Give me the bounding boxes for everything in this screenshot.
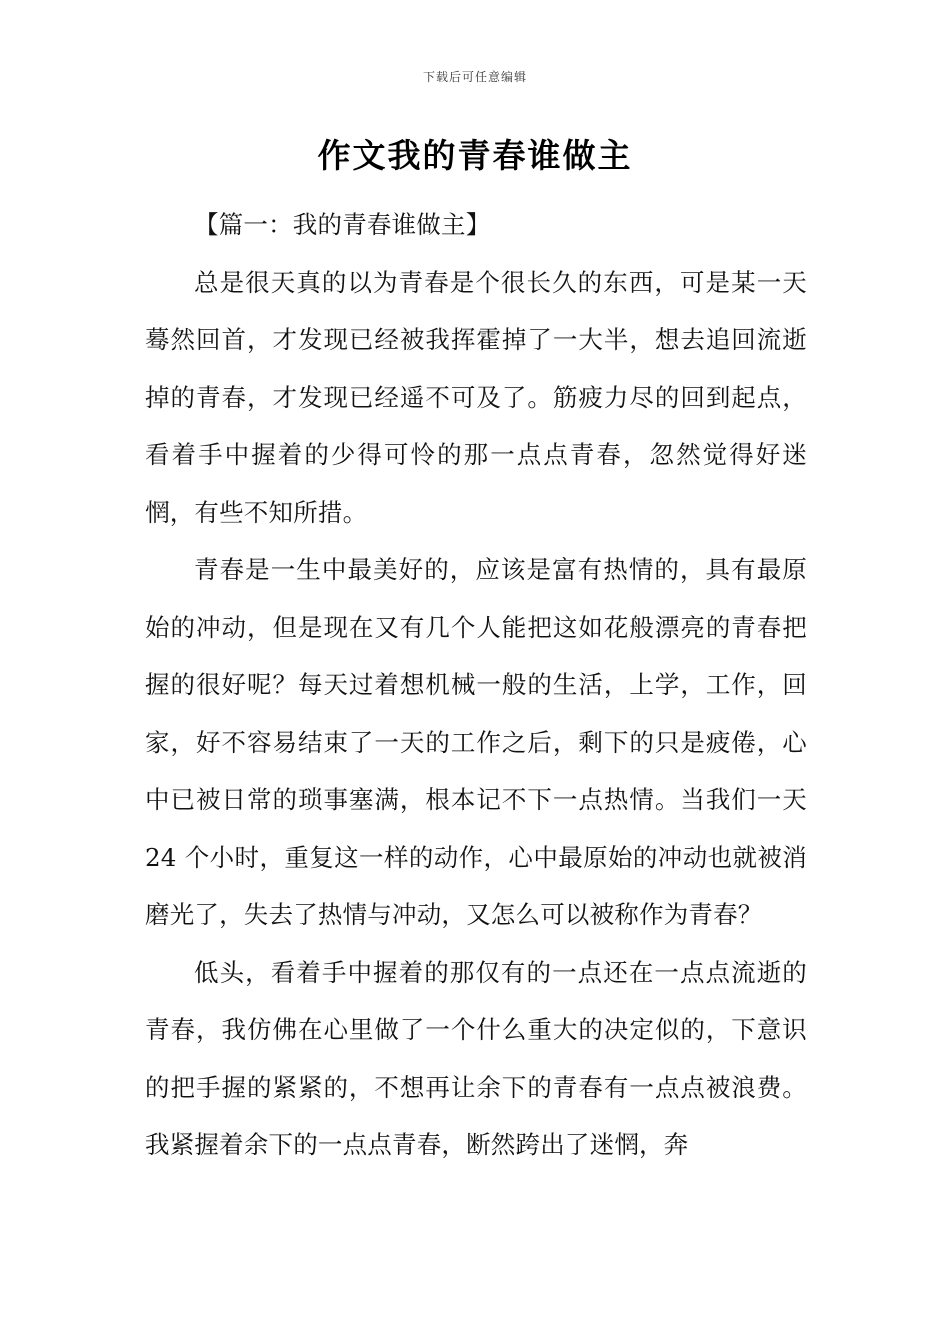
header-note: 下载后可任意编辑 xyxy=(422,70,527,84)
document-title: 作文我的青春谁做主 xyxy=(317,136,633,175)
paragraph-1: 总是很天真的以为青春是个很长久的东西，可是某一天蓦然回首，才发现已经被我挥霍掉了一大半，想去追回流逝掉的青春，才发现已经遥不可及了。筋疲力尽的回到起点，看着手中握着的少得可怜的那一点点青春，忽然觉得好迷惘，有些不知所措。 xyxy=(145,267,807,527)
paragraph-3: 低头，看着手中握着的那仅有的一点还在一点点流逝的青春，我仿佛在心里做了一个什么重大的决定似的，下意识的把手握的紧紧的，不想再让余下的青春有一点点被浪费。我紧握着余下的一点点青春，断然跨出了迷惘，奔 xyxy=(145,957,807,1159)
section-heading: 【篇一：我的青春谁做主】 xyxy=(194,210,491,239)
paragraph-2: 青春是一生中最美好的，应该是富有热情的，具有最原始的冲动，但是现在又有几个人能把这如花般漂亮的青春把握的很好呢？每天过着想机械一般的生活，上学，工作，回家，好不容易结束了一天的工作之后，剩下的只是疲倦，心中已被日常的琐事塞满，根本记不下一点热情。当我们一天 24 个小时，重复这一样的动作，心中最原始的冲动也就被消磨光了，失去了热情与冲动，又怎么可以被称作为青春？ xyxy=(145,555,807,929)
document-body xyxy=(145,196,807,1174)
